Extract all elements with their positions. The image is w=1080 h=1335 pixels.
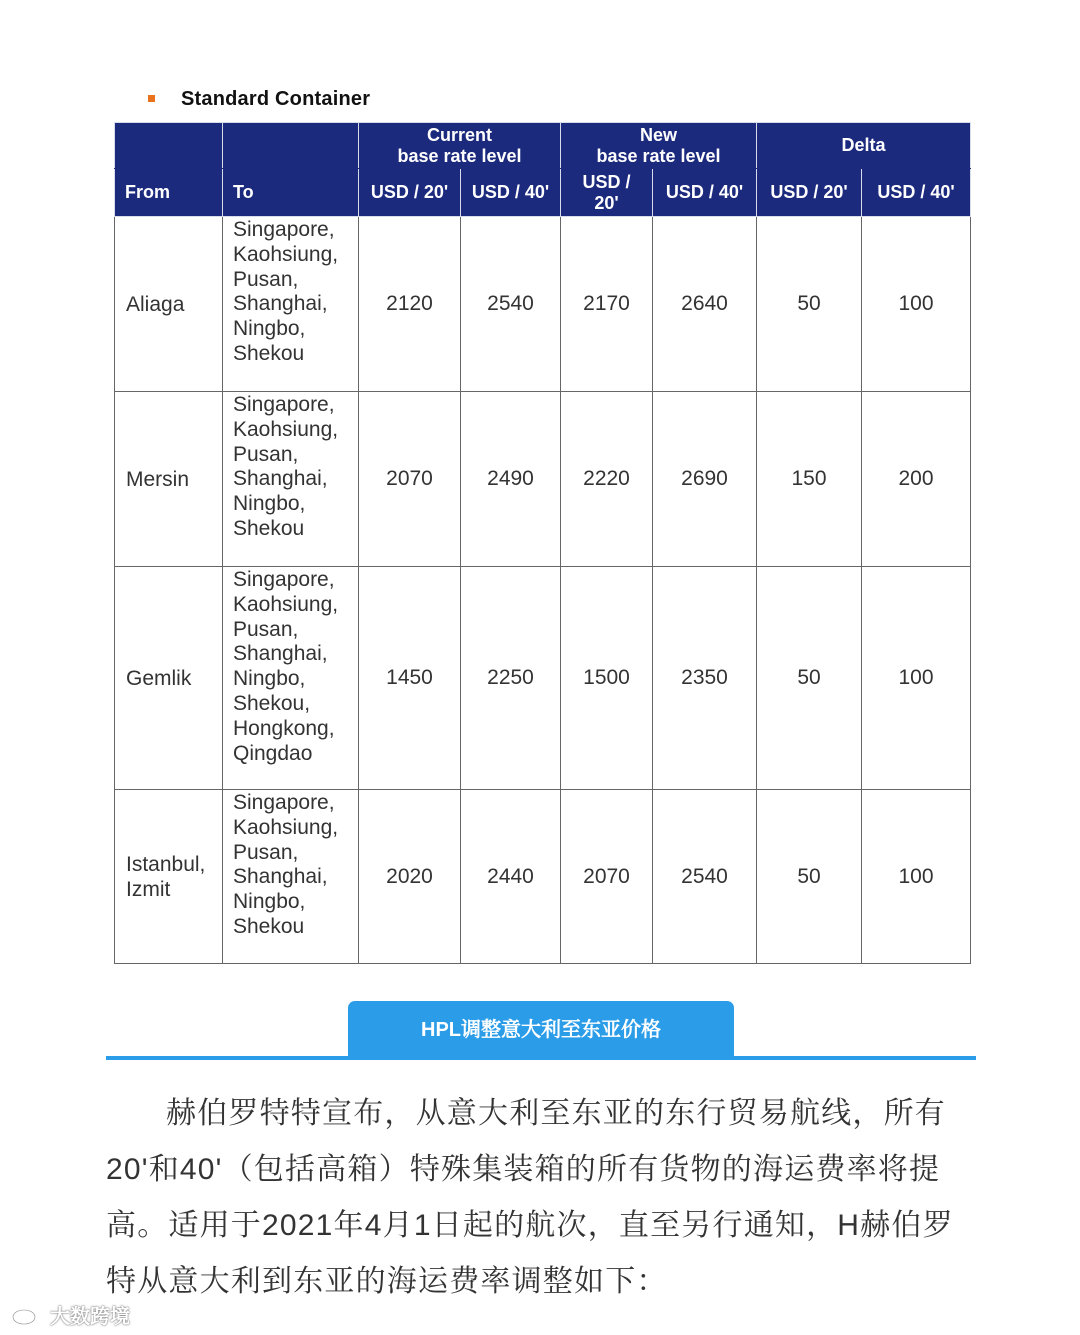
cell-delta-20: 150 [757,392,862,567]
section-heading-tab [348,1001,734,1057]
cell-to: Singapore, Kaohsiung, Pusan, Shanghai, Ningbo, Shekou [223,790,359,964]
cell-from: Mersin [115,392,223,567]
cell-current-40: 2440 [461,790,561,964]
section-title: Standard Container [181,87,371,110]
cell-new-20: 2220 [561,392,653,567]
cell-current-20: 2020 [359,790,461,964]
header-blank-from [115,123,223,169]
cell-current-40: 2490 [461,392,561,567]
rate-table [114,122,971,964]
cell-from: Gemlik [115,567,223,790]
weibo-logo-icon [10,1302,44,1326]
cell-to: Singapore, Kaohsiung, Pusan, Shanghai, Ningbo, Shekou, Hongkong, Qingdao [223,567,359,790]
table-row [115,217,971,392]
header-from: From [115,169,223,217]
cell-new-20: 2070 [561,790,653,964]
table-row [115,790,971,964]
cell-new-40: 2350 [653,567,757,790]
body-paragraph: 赫伯罗特特宣布，从意大利至东亚的东行贸易航线，所有20'和40'（包括高箱）特殊集装箱的所有货物的海运费率将提高。适用于2021年4月1日起的航次，直至另行通知，H赫伯罗特从意大利到东亚的海运费率调整如下： [106,1097,954,1298]
watermark [10,1300,130,1328]
header-current-40: USD / 40' [461,169,561,217]
header-column-row [115,169,971,217]
header-current-base-rate: Current base rate level [359,123,561,169]
section-heading-label: HPL调整意大利至东亚价格 [421,1019,661,1041]
cell-from: Istanbul, Izmit [115,790,223,964]
table-row [115,392,971,567]
header-delta-20: USD / 20' [757,169,862,217]
header-blank-to [223,123,359,169]
cell-delta-40: 100 [862,567,971,790]
header-delta-40: USD / 40' [862,169,971,217]
cell-to: Singapore, Kaohsiung, Pusan, Shanghai, Ningbo, Shekou [223,217,359,392]
cell-current-40: 2540 [461,217,561,392]
cell-new-20: 1500 [561,567,653,790]
cell-current-40: 2250 [461,567,561,790]
cell-to: Singapore, Kaohsiung, Pusan, Shanghai, Ningbo, Shekou [223,392,359,567]
section-heading [148,86,370,112]
cell-delta-20: 50 [757,790,862,964]
header-group-row [115,123,971,169]
cell-delta-40: 100 [862,217,971,392]
cell-new-40: 2640 [653,217,757,392]
cell-current-20: 2120 [359,217,461,392]
header-current-20: USD / 20' [359,169,461,217]
watermark-text: 大数跨境 [50,1305,130,1328]
cell-current-20: 2070 [359,392,461,567]
cell-delta-20: 50 [757,567,862,790]
table-row [115,567,971,790]
header-delta: Delta [757,123,971,169]
header-to: To [223,169,359,217]
header-new-20: USD / 20' [561,169,653,217]
cell-current-20: 1450 [359,567,461,790]
cell-new-40: 2690 [653,392,757,567]
header-new-40: USD / 40' [653,169,757,217]
cell-new-40: 2540 [653,790,757,964]
cell-delta-40: 100 [862,790,971,964]
cell-delta-20: 50 [757,217,862,392]
cell-new-20: 2170 [561,217,653,392]
bullet-square-icon [148,95,155,102]
cell-from: Aliaga [115,217,223,392]
header-new-base-rate: New base rate level [561,123,757,169]
cell-delta-40: 200 [862,392,971,567]
heading-divider [106,1056,976,1060]
